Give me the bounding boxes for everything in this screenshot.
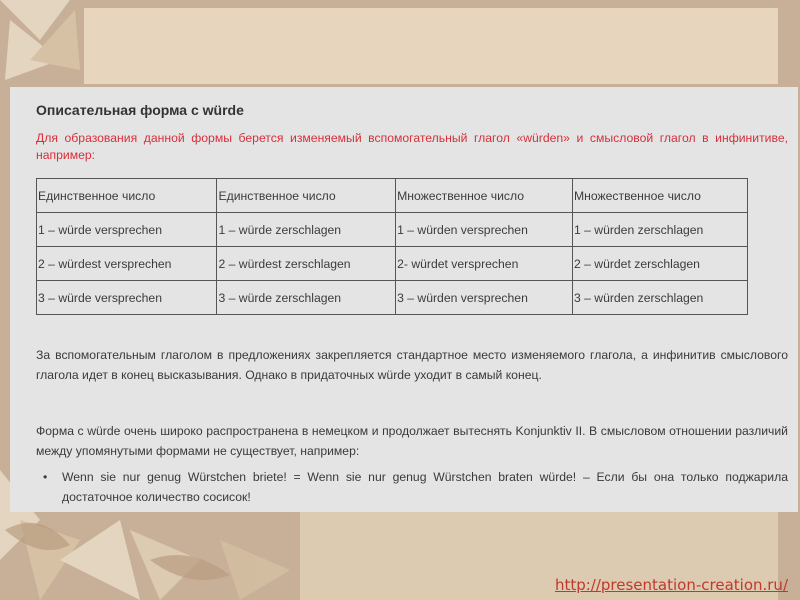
table-cell: 1 – würden versprechen <box>396 213 573 247</box>
content-panel <box>10 87 798 512</box>
intro-text: Для образования данной формы берется изменяемый вспомогательный глагол «würden» и смысловой глагол в инфинитиве, например: <box>36 131 788 162</box>
table-header-row <box>37 179 748 213</box>
paragraph-usage: Форма с würde очень широко распространена в немецком и продолжает вытеснять Konjunktiv II. В смысловом отношении различий между упомянутыми формами не существует, например: <box>36 424 788 458</box>
table-cell: 2- würdet versprechen <box>396 247 573 281</box>
table-row <box>37 213 748 247</box>
table-cell: 2 – würdest zerschlagen <box>217 247 396 281</box>
table-cell: 1 – würde zerschlagen <box>217 213 396 247</box>
example-list <box>36 467 788 507</box>
table-cell: 2 – würdest versprechen <box>37 247 217 281</box>
table-header-cell: Единственное число <box>37 179 217 213</box>
table-cell: 1 – würde versprechen <box>37 213 217 247</box>
table-cell: 3 – würde versprechen <box>37 281 217 315</box>
paragraph-word-order: За вспомогательным глаголом в предложениях закрепляется стандартное место изменяемого глагола, а инфинитив смыслового глагола идет в конец высказывания. Однако в придаточных würde уходит в самый конец. <box>36 348 788 382</box>
page-title: Описательная форма с würde <box>36 102 244 118</box>
site-link[interactable]: http://presentation-creation.ru/ <box>554 576 788 594</box>
list-item <box>36 467 788 507</box>
table-header-cell: Единственное число <box>217 179 396 213</box>
table-cell: 2 – würdet zerschlagen <box>572 247 747 281</box>
table-cell: 1 – würden zerschlagen <box>572 213 747 247</box>
table-header-cell: Множественное число <box>396 179 573 213</box>
table-header-cell: Множественное число <box>572 179 747 213</box>
table-row <box>37 247 748 281</box>
table-row <box>37 281 748 315</box>
table-cell: 3 – würde zerschlagen <box>217 281 396 315</box>
conjugation-table <box>36 178 748 315</box>
top-decorative-band <box>84 8 778 84</box>
table-cell: 3 – würden versprechen <box>396 281 573 315</box>
bullet-icon: • <box>43 470 48 484</box>
table-cell: 3 – würden zerschlagen <box>572 281 747 315</box>
example-text: Wenn sie nur genug Würstchen briete! = Wenn sie nur genug Würstchen braten würde! – Если бы она только поджарила достаточное количество сосисок! <box>62 470 788 504</box>
